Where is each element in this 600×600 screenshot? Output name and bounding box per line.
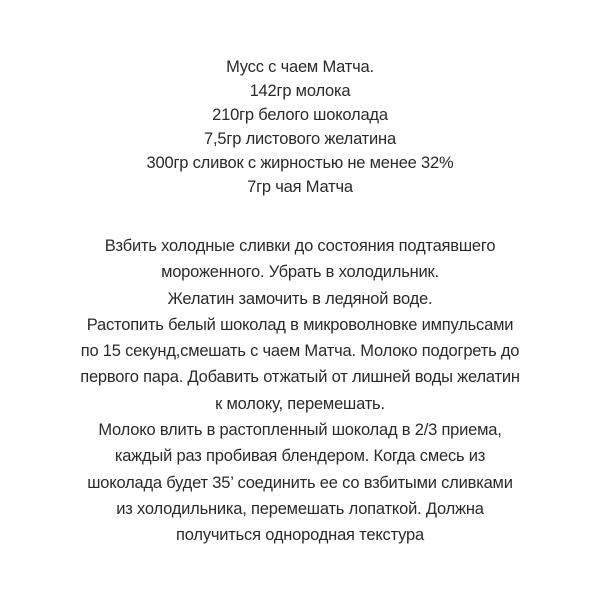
instruction-line: к молоку, перемешать.	[215, 394, 385, 413]
instruction-line: мороженного. Убрать в холодильник.	[161, 263, 439, 282]
instruction-line: из холодильника, перемешать лопаткой. Должна	[116, 499, 484, 518]
instruction-line: получиться однородная текстура	[176, 526, 424, 545]
recipe-title: Мусс с чаем Матча.	[226, 58, 374, 76]
instruction-line: шоколада будет 35’ соединить ее со взбитыми сливками	[87, 473, 513, 492]
ingredient-line: 7гр чая Матча	[247, 178, 353, 196]
ingredient-line: 210гр белого шоколада	[212, 106, 388, 124]
instruction-line: каждый раз пробивая блендером. Когда смесь из	[114, 447, 486, 466]
ingredient-line: 142гр молока	[249, 82, 351, 100]
ingredients-block	[0, 55, 600, 199]
instruction-line: Желатин замочить в ледяной воде.	[167, 289, 433, 308]
instruction-line: Растопить белый шоколад в микроволновке импульсами	[86, 315, 514, 334]
ingredient-line: 300гр сливок с жирностью не менее 32%	[146, 154, 454, 172]
instruction-line: первого пара. Добавить отжатый от лишней воды желатин	[80, 368, 520, 387]
instructions-block	[0, 233, 600, 549]
ingredient-line: 7,5гр листового желатина	[204, 130, 396, 148]
instruction-line: Молоко влить в растопленный шоколад в 2/3 приема,	[98, 421, 502, 440]
instruction-line: по 15 секунд,смешать с чаем Матча. Молоко подогреть до	[80, 342, 520, 361]
instruction-line: Взбить холодные сливки до состояния подтаявшего	[104, 237, 496, 255]
